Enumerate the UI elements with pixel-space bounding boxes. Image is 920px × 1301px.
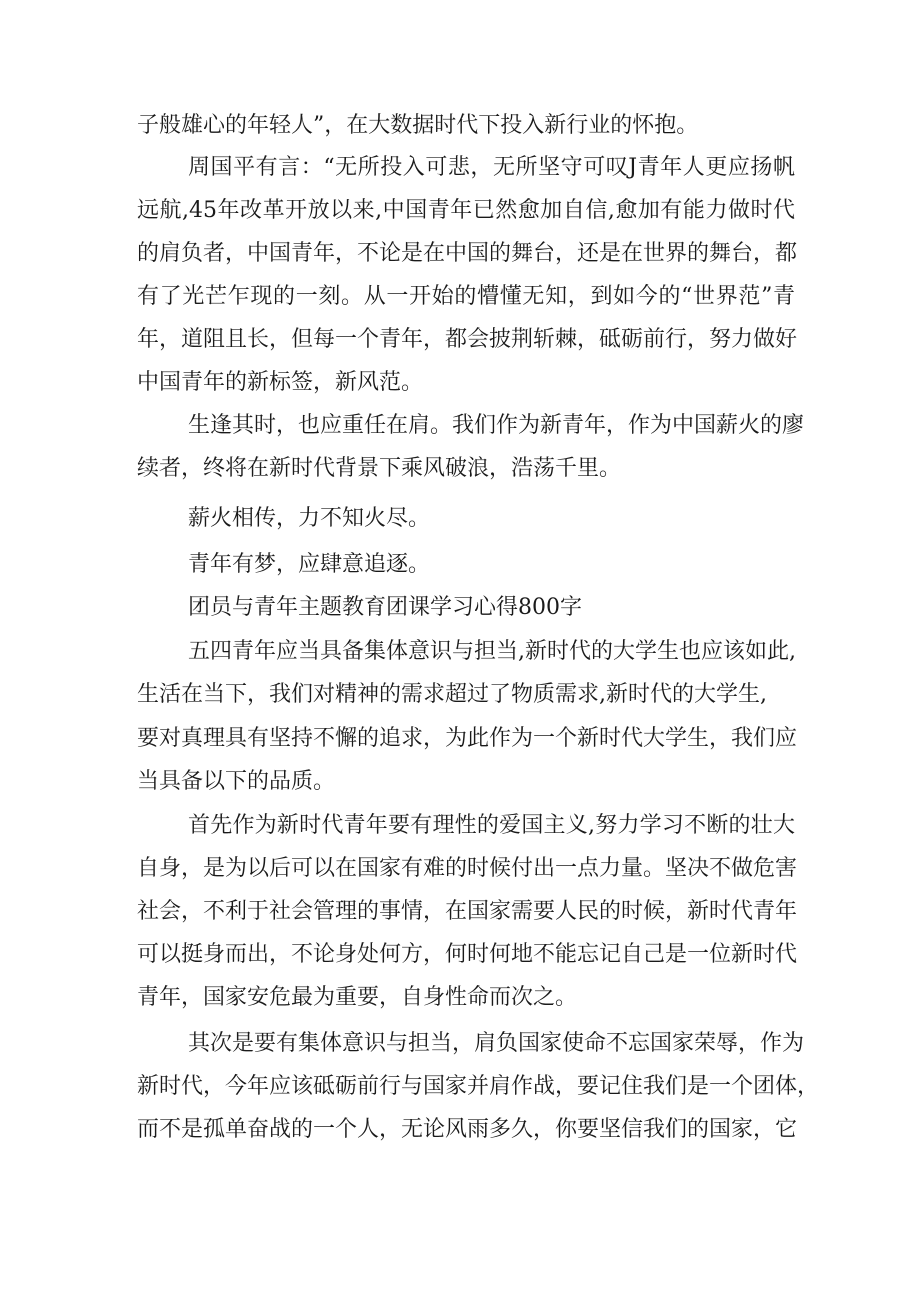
text-line: 要对真理具有坚持不懈的追求，为此作为一个新时代大学生，我们应 <box>137 726 798 751</box>
text-line: 续者，终将在新时代背景下乘风破浪，浩荡千里。 <box>137 456 622 481</box>
text-line: 薪火相传，力不知火尽。 <box>188 506 431 531</box>
text-line: 自身，是为以后可以在国家有难的时候付出一点力量。坚决不做危害 <box>137 856 798 881</box>
text-line: 当具备以下的品质。 <box>137 769 336 794</box>
text-line: 社会，不利于社会管理的事情，在国家需要人民的时候，新时代青年 <box>137 899 798 924</box>
text-line: 首先作为新时代青年要有理性的爱国主义,努力学习不断的壮大 <box>188 813 795 838</box>
text-line: 其次是要有集体意识与担当，肩负国家使命不忘国家荣辱，作为 <box>188 1031 805 1056</box>
text-line: 青年有梦，应肆意追逐。 <box>188 552 431 577</box>
text-line: 新时代，今年应该砥砺前行与国家并肩作战，要记住我们是一个团体， <box>137 1074 820 1099</box>
text-line: 年，道阻且长，但每一个青年，都会披荆斩棘，砥砺前行，努力做好 <box>137 327 798 352</box>
text-line: 青年，国家安危最为重要，自身性命而次之。 <box>137 985 578 1010</box>
text-line: 周国平有言：“无所投入可悲，无所坚守可叹J青年人更应扬帆 <box>188 155 795 180</box>
text-line: 而不是孤单奋战的一个人，无论风雨多久，你要坚信我们的国家，它 <box>137 1117 798 1142</box>
text-line: 远航,45年改革开放以来,中国青年已然愈加自信,愈加有能力做时代 <box>137 198 795 223</box>
text-line: 子般雄心的年轻人”，在大数据时代下投入新行业的怀抱。 <box>137 113 699 138</box>
text-line: 中国青年的新标签，新风范。 <box>137 370 424 395</box>
text-line: 生活在当下，我们对精神的需求超过了物质需求,新时代的大学生, <box>137 682 767 707</box>
text-line: 五四青年应当具备集体意识与担当,新时代的大学生也应该如此, <box>188 639 796 664</box>
section-heading: 团员与青年主题教育团课学习心得800字 <box>188 595 582 620</box>
text-line: 生逢其时，也应重任在肩。我们作为新青年，作为中国薪火的廖 <box>188 413 805 438</box>
text-line: 有了光芒乍现的一刻。从一开始的懵懂无知，到如今的“世界范”青 <box>137 284 795 309</box>
text-line: 的肩负者，中国青年，不论是在中国的舞台，还是在世界的舞台，都 <box>137 241 798 266</box>
text-line: 可以挺身而出，不论身处何方，何时何地不能忘记自己是一位新时代 <box>137 942 798 967</box>
